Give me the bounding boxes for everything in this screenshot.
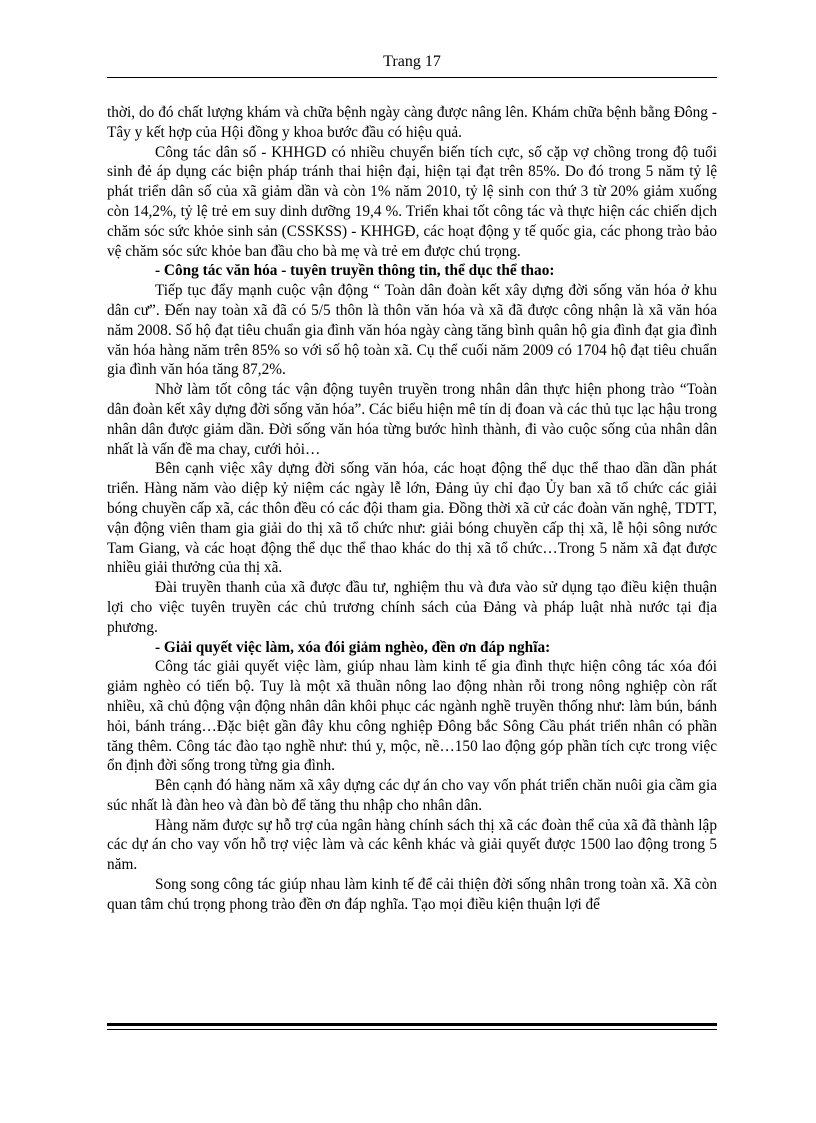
header-rule xyxy=(107,77,717,78)
footer-rule-thick xyxy=(107,1023,717,1026)
paragraph-livestock-loans: Bên cạnh đó hàng năm xã xây dựng các dự án cho vay vốn phát triển chăn nuôi gia cầm gia súc nhất là đàn heo và đàn bò để tăng thu nhập cho nhân dân. xyxy=(107,777,717,814)
paragraph-sports: Bên cạnh việc xây dựng đời sống văn hóa, các hoạt động thể dục thể thao dần dần phát triển. Hàng năm vào diệp kỷ niệm các ngày lễ lớn, Đảng ủy chỉ đạo Ủy ban xã tổ chức các giải bóng chuyền cấp xã, các thôn đều có các đội tham gia. Đồng thời xã cử các đoàn văn nghệ, TDTT, vận động viên tham gia giải do thị xã tổ chức như: giải bóng chuyền cấp thị xã, lễ hội sông nước Tam Giang, và các hoạt động thể dục thể thao khác do thị xã tổ chức…Trong 5 năm xã đạt được nhiều giải thưởng của thị xã. xyxy=(107,460,717,577)
paragraph-gratitude: Song song công tác giúp nhau làm kinh tế để cải thiện đời sống nhân trong toàn xã. Xã còn quan tâm chú trọng phong trào đền ơn đáp nghĩa. Tạo mọi điều kiện thuận lợi để xyxy=(107,876,717,913)
document-body xyxy=(107,103,717,915)
footer-rule-thin xyxy=(107,1029,717,1030)
section-heading-culture: - Công tác văn hóa - tuyên truyền thông tin, thể dục thể thao: xyxy=(155,262,555,280)
paragraph-propaganda: Nhờ làm tốt công tác vận động tuyên truyền trong nhân dân thực hiện phong trào “Toàn dân đoàn kết xây dựng đời sống văn hóa”. Các biểu hiện mê tín dị đoan và các thủ tục lạc hậu trong nhân dân được giảm dần. Đời sống văn hóa từng bước hình thành, đi vào cuộc sống của nhân dân nhất là vấn đề ma chay, cưới hỏi… xyxy=(107,381,717,458)
page-header: Trang 17 xyxy=(383,53,441,70)
paragraph-radio: Đài truyền thanh của xã được đầu tư, nghiệm thu và đưa vào sử dụng tạo điều kiện thuận lợi cho việc tuyên truyền các chủ trương chính sách của Đảng và pháp luật nhà nước tại địa phương. xyxy=(107,579,717,636)
paragraph-policy-bank: Hàng năm được sự hỗ trợ của ngân hàng chính sách thị xã các đoàn thể của xã đã thành lập các dự án cho vay vốn hỗ trợ việc làm và các kênh khác và giải quyết được 1500 lao động trong 5 năm. xyxy=(107,816,717,874)
paragraph-continuation: thời, do đó chất lượng khám và chữa bệnh ngày càng được nâng lên. Khám chữa bệnh bằng Đông - Tây y kết hợp của Hội đồng y khoa bước đầu có hiệu quả. xyxy=(107,104,717,141)
paragraph-culture-campaign: Tiếp tục đẩy mạnh cuộc vận động “ Toàn dân đoàn kết xây dựng đời sống văn hóa ở khu dân cư”. Đến nay toàn xã đã có 5/5 thôn là thôn văn hóa và xã đã được công nhận là xã văn hóa năm 2008. Số hộ đạt tiêu chuẩn gia đình văn hóa ngày càng tăng bình quân hộ gia đình đạt gia đình văn hóa hàng năm trên 85% so với số hộ toàn xã. Cụ thể cuối năm 2009 có 1704 hộ đạt tiêu chuẩn gia đình văn hóa tăng 87,2%. xyxy=(107,282,717,379)
paragraph-population: Công tác dân số - KHHGD có nhiều chuyển biến tích cực, số cặp vợ chồng trong độ tuổi sinh đẻ áp dụng các biện pháp tránh thai hiện đại, hiện tại đạt trên 85%. Do đó trong 5 năm tỷ lệ phát triển dân số của xã giảm dần và còn 1% năm 2010, tỷ lệ sinh con thứ 3 từ 20% giảm xuống còn 14,2%, tỷ lệ trẻ em suy dinh dưỡng 19,4 %. Triển khai tốt công tác và thực hiện các chiến dịch chăm sóc sức khỏe sinh sản (CSSKSS) - KHHGĐ, các hoạt động y tế quốc gia, các phong trào bảo vệ chăm sóc sức khỏe ban đầu cho bà mẹ và trẻ em được chú trọng. xyxy=(107,143,717,260)
section-heading-employment: - Giải quyết việc làm, xóa đói giảm nghèo, đền ơn đáp nghĩa: xyxy=(155,638,551,656)
paragraph-employment: Công tác giải quyết việc làm, giúp nhau làm kinh tế gia đình thực hiện công tác xóa đói giảm nghèo có tiến bộ. Tuy là một xã thuần nông lao động nhàn rỗi trong nông nghiệp còn rất nhiều, xã chủ động vận động nhân dân khôi phục các ngành nghề truyền thống như: làm bún, bánh hỏi, bánh tráng…Đặc biệt gần đây khu công nghiệp Đông bắc Sông Cầu phát triển nhân có phần tăng thêm. Công tác đào tạo nghề như: thú y, mộc, nề…150 lao động góp phần tích cực trong việc ổn định đời sống trong từng gia đình. xyxy=(107,658,717,775)
